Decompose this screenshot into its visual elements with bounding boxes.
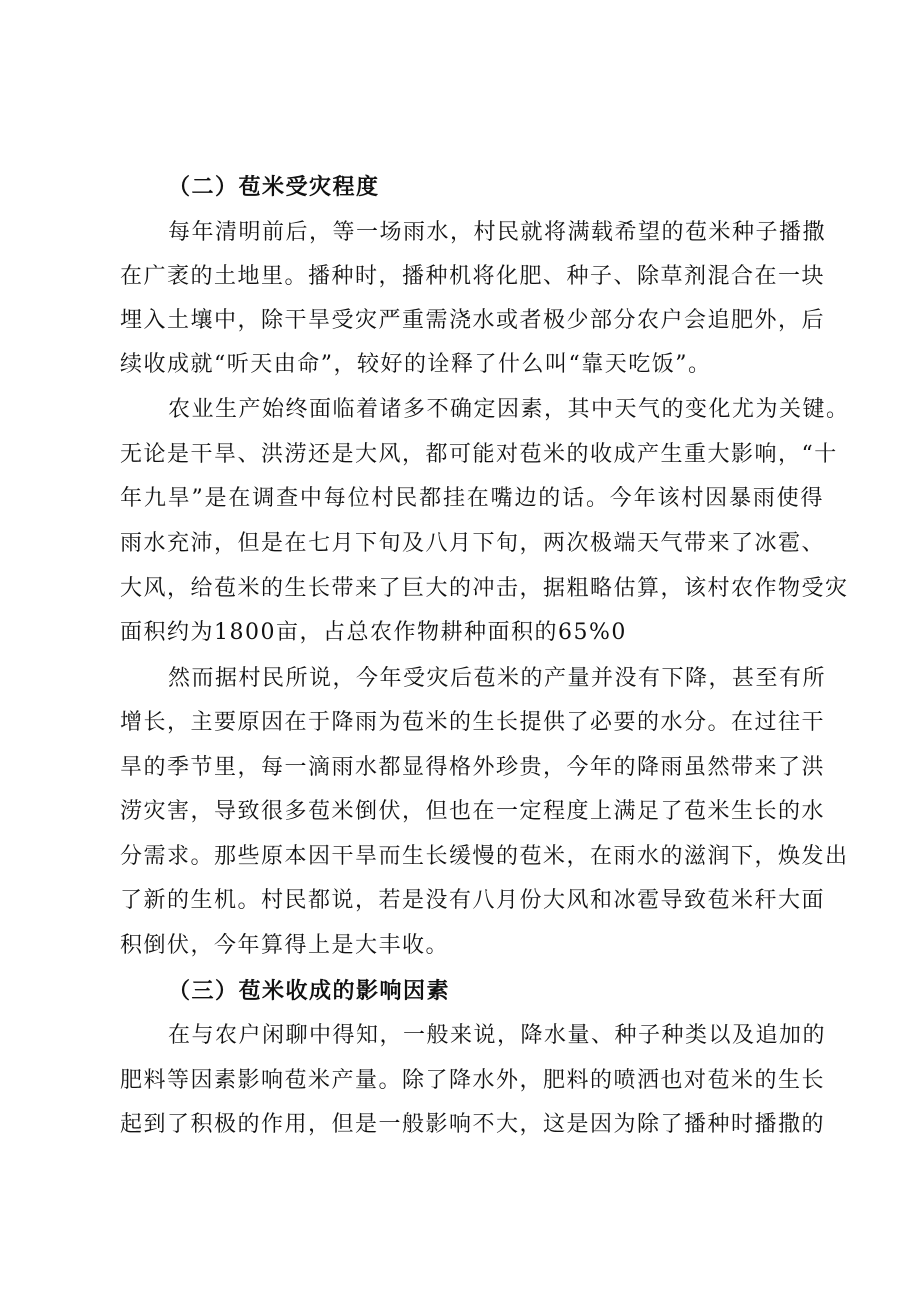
paragraph-3-line-7: 积倒伏，今年算得上是大丰收。 bbox=[120, 933, 450, 958]
paragraph-1-line-3: 埋入土壤中，除干旱受灾严重需浇水或者极少部分农户会追肥外，后 bbox=[120, 308, 826, 333]
paragraph-2-line-3: 年九旱”是在调查中每位村民都挂在嘴边的话。今年该村因暴雨使得 bbox=[120, 486, 824, 511]
paragraph-2-line-2: 无论是干旱、洪涝还是大风，都可能对苞米的收成产生重大影响，“十 bbox=[120, 442, 838, 467]
section-heading-2: （二）苞米受灾程度 bbox=[168, 174, 380, 200]
paragraph-2-line-5: 大风，给苞米的生长带来了巨大的冲击，据粗略估算，该村农作物受灾 bbox=[120, 576, 849, 601]
paragraph-3-line-4: 涝灾害，导致很多苞米倒伏，但也在一定程度上满足了苞米生长的水 bbox=[120, 799, 826, 824]
paragraph-2-line-6: 面积约为1800亩，占总农作物耕种面积的65%0 bbox=[120, 620, 627, 645]
paragraph-1-line-1: 每年清明前后，等一场雨水，村民就将满载希望的苞米种子播撒 bbox=[168, 220, 827, 245]
paragraph-3-line-2: 增长，主要原因在于降雨为苞米的生长提供了必要的水分。在过往干 bbox=[120, 710, 826, 735]
paragraph-3-line-3: 旱的季节里，每一滴雨水都显得格外珍贵，今年的降雨虽然带来了洪 bbox=[120, 755, 826, 780]
paragraph-2-line-1: 农业生产始终面临着诸多不确定因素，其中天气的变化尤为关键。 bbox=[168, 397, 850, 422]
section-heading-3: （三）苞米收成的影响因素 bbox=[168, 978, 451, 1004]
paragraph-4-line-3: 起到了积极的作用，但是一般影响不大，这是因为除了播种时播撒的 bbox=[120, 1112, 826, 1137]
paragraph-3-line-6: 了新的生机。村民都说，若是没有八月份大风和冰雹导致苞米秆大面 bbox=[120, 888, 826, 913]
paragraph-4-line-2: 肥料等因素影响苞米产量。除了降水外，肥料的喷洒也对苞米的生长 bbox=[120, 1068, 826, 1093]
paragraph-2-line-4: 雨水充沛，但是在七月下旬及八月下旬，两次极端天气带来了冰雹、 bbox=[120, 531, 826, 556]
paragraph-3-line-5: 分需求。那些原本因干旱而生长缓慢的苞米，在雨水的滋润下，焕发出 bbox=[120, 844, 849, 869]
paragraph-1-line-4: 续收成就“听天由命”，较好的诠释了什么叫“靠天吃饭”。 bbox=[120, 352, 712, 377]
paragraph-4-line-1: 在与农户闲聊中得知，一般来说，降水量、种子种类以及追加的 bbox=[168, 1023, 827, 1048]
paragraph-3-line-1: 然而据村民所说，今年受灾后苞米的产量并没有下降，甚至有所 bbox=[168, 666, 827, 691]
paragraph-1-line-2: 在广袤的土地里。播种时，播种机将化肥、种子、除草剂混合在一块 bbox=[120, 264, 826, 289]
